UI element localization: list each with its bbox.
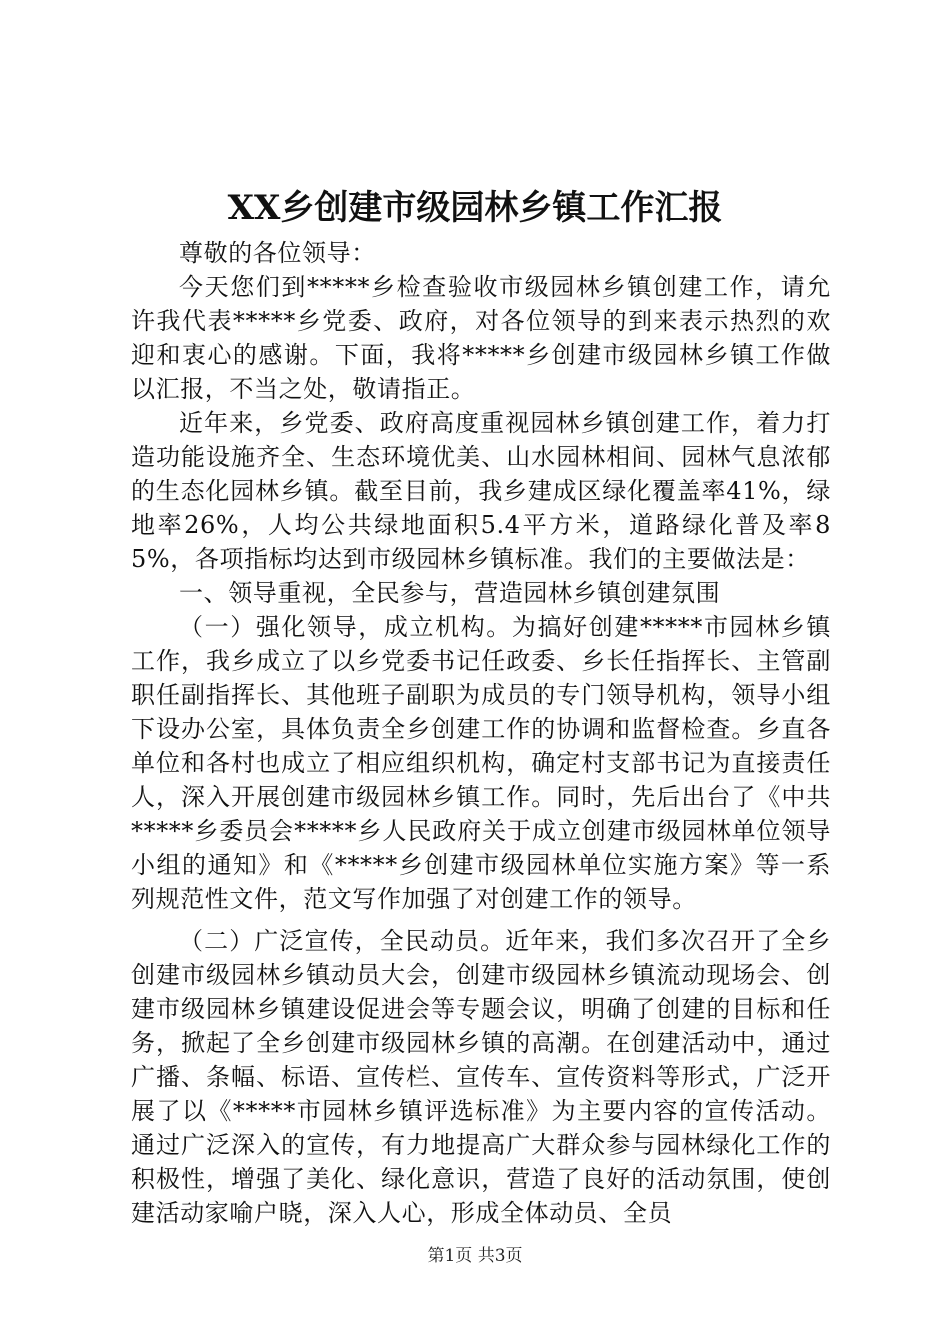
section-heading-1: 一、领导重视，全民参与，营造园林乡镇创建氛围 (179, 579, 721, 607)
subsection-paragraph-2: （二）广泛宣传，全民动员。近年来，我们多次召开了全乡创建市级园林乡镇动员大会，创建市级园林乡镇流动现场会、创建市级园林乡镇建设促进会等专题会议，明确了创建的目标和任务，掀起了全乡创建市级园林乡镇的高潮。在创建活动中，通过广播、条幅、标语、宣传栏、宣传车、宣传资料等形式，广泛开展了以《*****市园林乡镇评选标准》为主要内容的宣传活动。通过广泛深入的宣传，有力地提高广大群众参与园林绿化工作的积极性，增强了美化、绿化意识，营造了良好的活动氛围，使创建活动家喻户晓，深入人心，形成全体动员、全员 (131, 927, 831, 1227)
overview-paragraph: 近年来，乡党委、政府高度重视园林乡镇创建工作，着力打造功能设施齐全、生态环境优美、山水园林相间、园林气息浓郁的生态化园林乡镇。截至目前，我乡建成区绿化覆盖率41%，绿地率26%，人均公共绿地面积5.4平方米，道路绿化普及率85%，各项指标均达到市级园林乡镇标准。我们的主要做法是： (131, 409, 831, 573)
salutation-paragraph: 尊敬的各位领导： (179, 239, 376, 267)
intro-paragraph: 今天您们到*****乡检查验收市级园林乡镇创建工作，请允许我代表*****乡党委、政府，对各位领导的到来表示热烈的欢迎和衷心的感谢。下面，我将*****乡创建市级园林乡镇工作做以汇报，不当之处，敬请指正。 (131, 273, 831, 403)
document-body (131, 236, 831, 1230)
page-number-footer: 第1页 共3页 (427, 1246, 523, 1266)
document-title: XX乡创建市级园林乡镇工作汇报 (227, 188, 723, 228)
subsection-paragraph-1: （一）强化领导，成立机构。为搞好创建*****市园林乡镇工作，我乡成立了以乡党委书记任政委、乡长任指挥长、主管副职任副指挥长、其他班子副职为成员的专门领导机构，领导小组下设办公室，具体负责全乡创建工作的协调和监督检查。乡直各单位和各村也成立了相应组织机构，确定村支部书记为直接责任人，深入开展创建市级园林乡镇工作。同时，先后出台了《中共*****乡委员会*****乡人民政府关于成立创建市级园林单位领导小组的通知》和《*****乡创建市级园林单位实施方案》等一系列规范性文件，范文写作加强了对创建工作的领导。 (131, 613, 831, 913)
